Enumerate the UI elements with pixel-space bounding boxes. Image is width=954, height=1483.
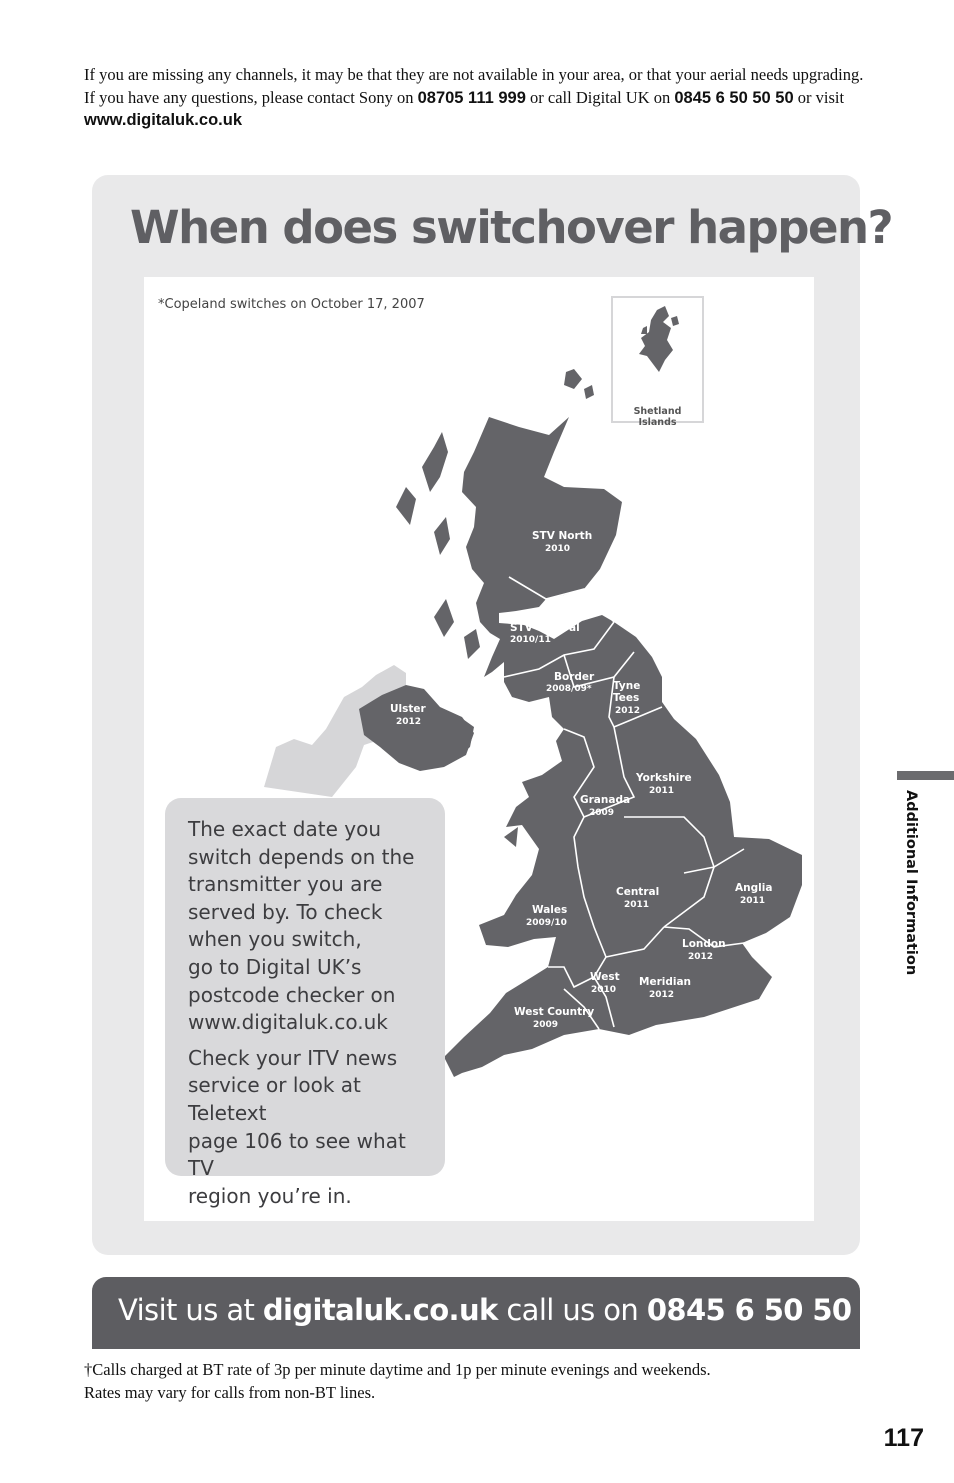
section-tab-bar	[897, 771, 954, 780]
region-label-west: West	[590, 971, 620, 983]
intro-text	[84, 64, 874, 132]
region-label-yorkshire: Yorkshire	[636, 772, 692, 784]
banner-phone: 0845 6 50 50 50	[646, 1293, 901, 1327]
region-label-central: Central	[616, 886, 660, 898]
region-year-granada: 2009	[589, 808, 615, 818]
banner-dagger: †	[900, 1294, 908, 1314]
region-year-meridian: 2012	[649, 990, 675, 1000]
region-year-west: 2010	[591, 985, 617, 995]
region-label-stv-north: STV North	[532, 530, 593, 542]
footnote-line1: †Calls charged at BT rate of 3p per minute daytime and 1p per minute evenings and weekends.	[84, 1360, 711, 1379]
shetland-label: Shetland Islands	[633, 406, 682, 428]
digitaluk-website: www.digitaluk.co.uk	[84, 111, 242, 129]
region-label-london: London	[682, 938, 726, 950]
footnote-line2: Rates may vary for calls from non-BT lines.	[84, 1383, 376, 1402]
digitaluk-phone: 0845 6 50 50 50	[674, 88, 794, 107]
region-year-tyne-tees: 2012	[615, 706, 641, 716]
page-number: 117	[883, 1424, 924, 1452]
region-year-stv-north: 2010	[545, 544, 571, 554]
info-paragraph-postcode: The exact date you switch depends on the transmitter you are served by. To check when you switch, go to Digital UK’s postcode checker on www.digitaluk.co.uk	[188, 817, 415, 1035]
region-label-meridian: Meridian	[639, 976, 692, 988]
region-year-stv-central: 2010/11	[510, 635, 551, 645]
region-year-border: 2008/09*	[546, 684, 592, 694]
call-charges-footnote	[84, 1358, 874, 1404]
panel-title: When does switchover happen?	[130, 201, 893, 254]
shetland-inset	[611, 296, 704, 428]
copeland-note: *Copeland switches on October 17, 2007	[158, 297, 425, 312]
visit-banner: Visit us at digitaluk.co.uk call us on 0845 6 50 50 50†	[92, 1277, 860, 1349]
region-label-wales: Wales	[532, 904, 568, 916]
switchover-panel	[92, 175, 893, 1255]
intro-contact: If you have any questions, please contact Sony on 08705 111 999 or call Digital UK on 0845 6 50 50 50 or visit www.digitaluk.co.uk	[84, 87, 845, 129]
region-year-anglia: 2011	[740, 896, 766, 906]
region-year-central: 2011	[624, 900, 650, 910]
region-label-tees: Tees	[613, 692, 640, 704]
region-year-yorkshire: 2011	[649, 786, 675, 796]
region-year-west-country: 2009	[533, 1020, 559, 1030]
region-label-stv-central: STV Central	[510, 622, 580, 634]
shetland-map	[613, 298, 702, 398]
sony-phone: 08705 111 999	[417, 88, 526, 107]
intro-missing-channels: If you are missing any channels, it may be that they are not available in your area, or that your aerial needs upgrading.	[84, 65, 864, 84]
region-year-wales: 2009/10	[526, 918, 567, 928]
switch-info-box	[165, 798, 445, 1208]
region-year-ulster: 2012	[396, 717, 422, 727]
region-label-ulster: Ulster	[390, 703, 426, 715]
map-area	[144, 277, 814, 1221]
info-paragraph-teletext: Check your ITV news service or look at Teletext page 106 to see what TV region you’re in.	[188, 1045, 406, 1208]
banner-site: digitaluk.co.uk	[262, 1293, 498, 1327]
region-label-border: Border	[554, 671, 595, 683]
region-label-tyne: Tyne	[613, 680, 641, 692]
region-label-west-country: West Country	[514, 1006, 595, 1018]
section-tab-label: Additional Information	[903, 790, 919, 976]
region-label-anglia: Anglia	[735, 882, 773, 894]
region-label-granada: Granada	[580, 794, 631, 806]
region-year-london: 2012	[688, 952, 714, 962]
